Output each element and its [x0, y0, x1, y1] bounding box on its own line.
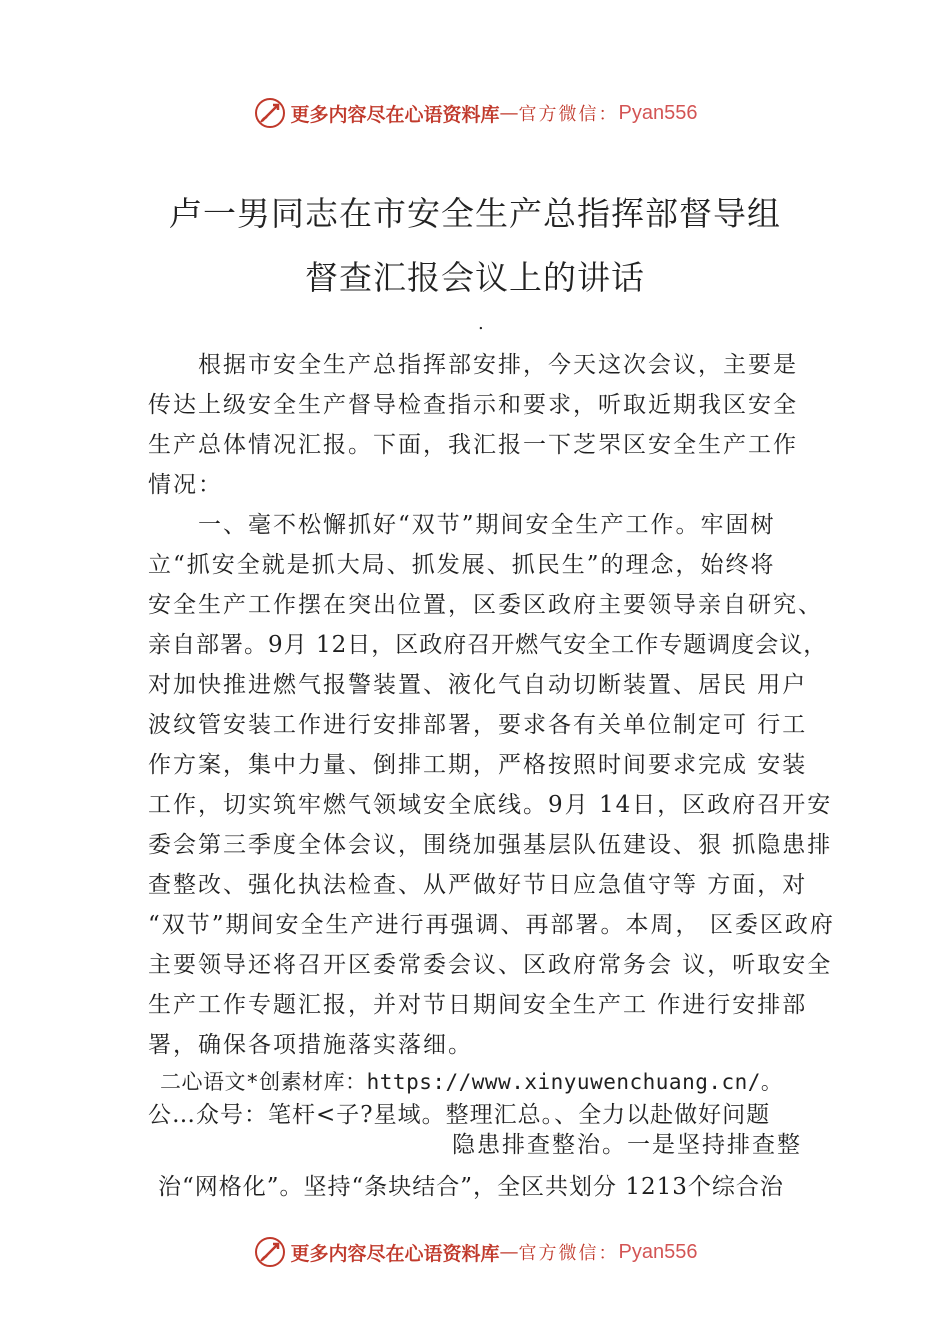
body-line: 情况： [148, 472, 223, 498]
banner-wechat-id: Pyan556 [618, 101, 698, 124]
banner-wechat-label: 官方微信： [518, 1243, 619, 1264]
document-title-line-1: 卢一男同志在市安全生产总指挥部督导组 [169, 194, 781, 233]
separator-dot: . [478, 313, 484, 334]
body-line: 隐患排查整治。一是坚持排查整 [452, 1132, 802, 1158]
body-line: 查整改、强化执法检查、从严做好节日应急值守等 方面，对 [148, 872, 808, 898]
body-line: 立“抓安全就是抓大局、抓发展、抓民生”的理念，始终将 [148, 552, 776, 578]
body-line: 委会第三季度全体会议，围绕加强基层队伍建设、狠 抓隐患排 [148, 832, 833, 858]
banner-dash: — [499, 1241, 519, 1263]
body-line: 治“网格化”。坚持“条块结合”，全区共划分 1213个综合治 [158, 1174, 784, 1200]
body-line: 波纹管安装工作进行安排部署，要求各有关单位制定可 行工 [148, 712, 808, 738]
quill-logo-icon [253, 1235, 287, 1269]
body-line: 工作，切实筑牢燃气领域安全底线。9月 14日，区政府召开安 [148, 792, 833, 818]
banner-library-text: 更多内容尽在心语资料库 [290, 103, 500, 126]
banner-library-text: 更多内容尽在心语资料库 [290, 1242, 500, 1265]
body-line: 公…众号：笔杆<子?星域。整理汇总。、全力以赴做好问题 [148, 1102, 771, 1128]
body-line: 亲自部署。9月 12日，区政府召开燃气安全工作专题调度会议， [148, 632, 828, 658]
document-title-line-2: 督查汇报会议上的讲话 [305, 258, 645, 297]
banner-wechat-id: Pyan556 [618, 1240, 698, 1263]
body-line: 署，确保各项措施落实落细。 [148, 1032, 473, 1058]
body-line: 对加快推进燃气报警装置、液化气自动切断装置、居民 用户 [148, 672, 808, 698]
body-line: “双节”期间安全生产进行再强调、再部署。本周， 区委区政府 [148, 912, 835, 938]
body-line: 生产总体情况汇报。下面，我汇报一下芝罘区安全生产工作 [148, 432, 798, 458]
footer-watermark-banner [0, 1232, 950, 1272]
body-line: 传达上级安全生产督导检查指示和要求，听取近期我区安全 [148, 392, 798, 418]
header-watermark-banner [0, 93, 950, 133]
body-line: 主要领导还将召开区委常委会议、区政府常务会 议，听取安全 [148, 952, 833, 978]
body-line: 二心语文*创素材库：https://www.xinyuwenchuang.cn/。 [160, 1070, 783, 1094]
body-line: 作方案，集中力量、倒排工期，严格按照时间要求完成 安装 [148, 752, 808, 778]
body-line: 根据市安全生产总指挥部安排，今天这次会议，主要是 [198, 352, 798, 378]
body-line: 安全生产工作摆在突出位置，区委区政府主要领导亲自研究、 [148, 592, 823, 618]
banner-dash: — [499, 102, 519, 124]
quill-logo-icon [253, 96, 287, 130]
body-line: 生产工作专题汇报，并对节日期间安全生产工 作进行安排部 [148, 992, 808, 1018]
body-line: 一、毫不松懈抓好“双节”期间安全生产工作。牢固树 [198, 512, 776, 538]
banner-wechat-label: 官方微信： [518, 104, 619, 125]
